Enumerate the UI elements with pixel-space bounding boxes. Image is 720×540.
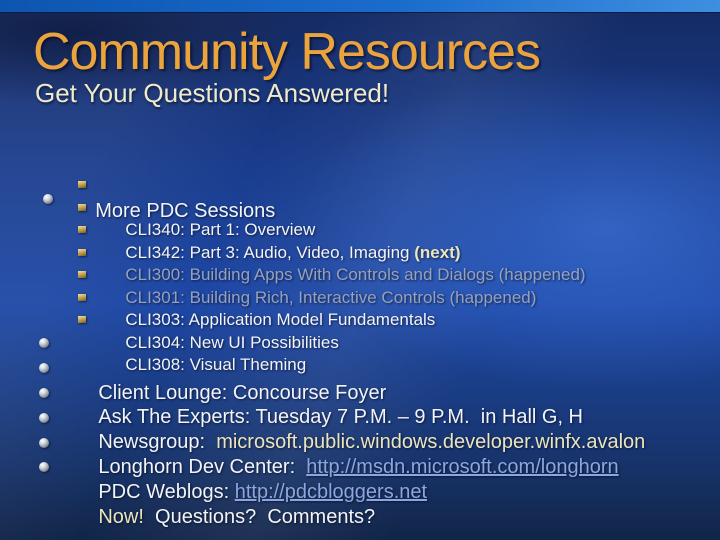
sphere-bullet-icon [43, 194, 53, 204]
square-bullet-icon [78, 204, 86, 211]
top-accent-bar [0, 0, 720, 13]
info-text: Questions? Comments? [143, 505, 376, 528]
square-bullet-icon [78, 271, 86, 278]
sphere-bullet-icon [39, 438, 49, 448]
session-text: CLI308: Visual Theming [125, 355, 307, 374]
session-text: CLI342: Part 3: Audio, Video, Imaging [125, 242, 415, 262]
pdc-weblogs-link[interactable]: http://pdcbloggers.net [234, 480, 428, 503]
sphere-bullet-icon [39, 338, 49, 348]
session-text: CLI301: Building Rich, Interactive Controls [125, 287, 450, 307]
session-text: CLI300: Building Apps With Controls and Dialogs [125, 265, 499, 284]
sphere-bullet-icon [39, 363, 49, 373]
community-info-list [38, 331, 698, 528]
square-bullet-icon [78, 181, 86, 188]
slide-title: Community Resources [33, 23, 540, 81]
sphere-bullet-icon [39, 388, 49, 398]
info-label: Newsgroup: [98, 431, 217, 454]
sphere-bullet-icon [39, 413, 49, 423]
session-status-happened: (happened) [449, 287, 537, 307]
session-status-next: (next) [414, 242, 461, 262]
slide-subtitle: Get Your Questions Answered! [35, 78, 390, 108]
session-text: CLI304: New UI Possibilities [125, 332, 339, 352]
session-status-happened: (happened) [498, 265, 586, 284]
session-list [77, 174, 697, 374]
now-highlight: Now! [98, 505, 144, 528]
session-text: CLI340: Part 1: Overview [125, 220, 316, 239]
square-bullet-icon [78, 226, 86, 233]
longhorn-dev-center-link[interactable]: http://msdn.microsoft.com/longhorn [306, 455, 619, 478]
info-text: Ask The Experts: Tuesday 7 P.M. – 9 P.M. in Hall G, H [98, 406, 584, 429]
square-bullet-icon [78, 294, 86, 301]
info-text: Client Lounge: Concourse Foyer [98, 381, 387, 404]
sphere-bullet-icon [39, 462, 49, 472]
info-label: PDC Weblogs: [98, 480, 235, 503]
more-sessions-label: More PDC Sessions [95, 200, 276, 222]
square-bullet-icon [78, 316, 86, 323]
newsgroup-address: microsoft.public.windows.developer.winfx.avalon [216, 431, 646, 454]
info-label: Longhorn Dev Center: [98, 455, 307, 478]
session-text: CLI303: Application Model Fundamentals [125, 310, 436, 329]
square-bullet-icon [78, 249, 86, 256]
